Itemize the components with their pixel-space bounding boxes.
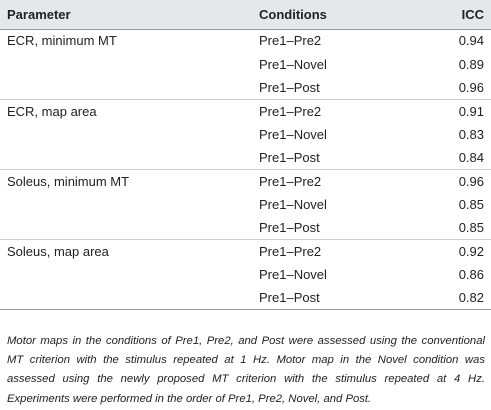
- cell-icc: 0.85: [458, 196, 484, 212]
- cell-condition: Pre1–Pre2: [252, 99, 432, 122]
- table-row: [0, 76, 491, 99]
- cell-icc: 0.83: [458, 126, 484, 142]
- header-icc: ICC: [461, 6, 484, 22]
- table-header: [0, 0, 491, 29]
- cell-parameter: [0, 76, 252, 99]
- cell-condition: Pre1–Pre2: [252, 240, 432, 263]
- cell-parameter: [0, 193, 252, 216]
- cell-parameter: ECR, map area: [0, 99, 252, 122]
- cell-parameter: [0, 123, 252, 146]
- header-conditions: Conditions: [259, 6, 327, 22]
- cell-parameter: Soleus, minimum MT: [0, 169, 252, 192]
- table-footnote: Motor maps in the conditions of Pre1, Pre2, and Post were assessed using the conventional MT criterion with the stimulus repeated at 1 Hz. Motor map in the Novel condition was assessed using the newly proposed MT criterion with the stimulus repeated at 4 Hz. Experiments were performed in the order of Pre1, Pre2, Novel, and Post.: [7, 335, 485, 405]
- table-row: [0, 216, 491, 239]
- table-row: [0, 286, 491, 309]
- table-row: [0, 123, 491, 146]
- table-row: [0, 193, 491, 216]
- cell-parameter: Soleus, map area: [0, 240, 252, 263]
- header-parameter: Parameter: [7, 6, 71, 22]
- cell-icc: 0.96: [432, 169, 491, 192]
- cell-parameter: [0, 263, 252, 286]
- table-body: [0, 29, 491, 310]
- cell-condition: Pre1–Novel: [259, 126, 327, 142]
- table-row: [0, 263, 491, 286]
- cell-icc: 0.84: [458, 149, 484, 165]
- cell-parameter: [0, 286, 252, 309]
- cell-parameter: [0, 216, 252, 239]
- header-row: [0, 0, 491, 29]
- cell-icc: 0.96: [458, 79, 484, 95]
- cell-condition: Pre1–Pre2: [252, 169, 432, 192]
- cell-icc: 0.82: [432, 286, 491, 309]
- cell-condition: Pre1–Pre2: [252, 29, 432, 52]
- table-row: [0, 52, 491, 75]
- cell-parameter: [0, 146, 252, 169]
- table-row: [0, 240, 491, 263]
- cell-icc: 0.85: [458, 220, 484, 236]
- cell-condition: Pre1–Post: [259, 220, 320, 236]
- cell-icc: 0.92: [432, 240, 491, 263]
- cell-icc: 0.86: [458, 267, 484, 283]
- cell-condition: Pre1–Post: [259, 149, 320, 165]
- cell-condition: Pre1–Novel: [259, 196, 327, 212]
- cell-parameter: ECR, minimum MT: [0, 29, 252, 52]
- cell-condition: Pre1–Post: [259, 79, 320, 95]
- table-row: [0, 29, 491, 52]
- table-row: [0, 169, 491, 192]
- table-row: [0, 99, 491, 122]
- cell-icc: 0.94: [432, 29, 491, 52]
- cell-condition: Pre1–Novel: [259, 56, 327, 72]
- table-row: [0, 146, 491, 169]
- cell-icc: 0.91: [432, 99, 491, 122]
- cell-parameter: [0, 52, 252, 75]
- cell-condition: Pre1–Novel: [259, 267, 327, 283]
- cell-icc: 0.89: [458, 56, 484, 72]
- cell-condition: Pre1–Post: [252, 286, 432, 309]
